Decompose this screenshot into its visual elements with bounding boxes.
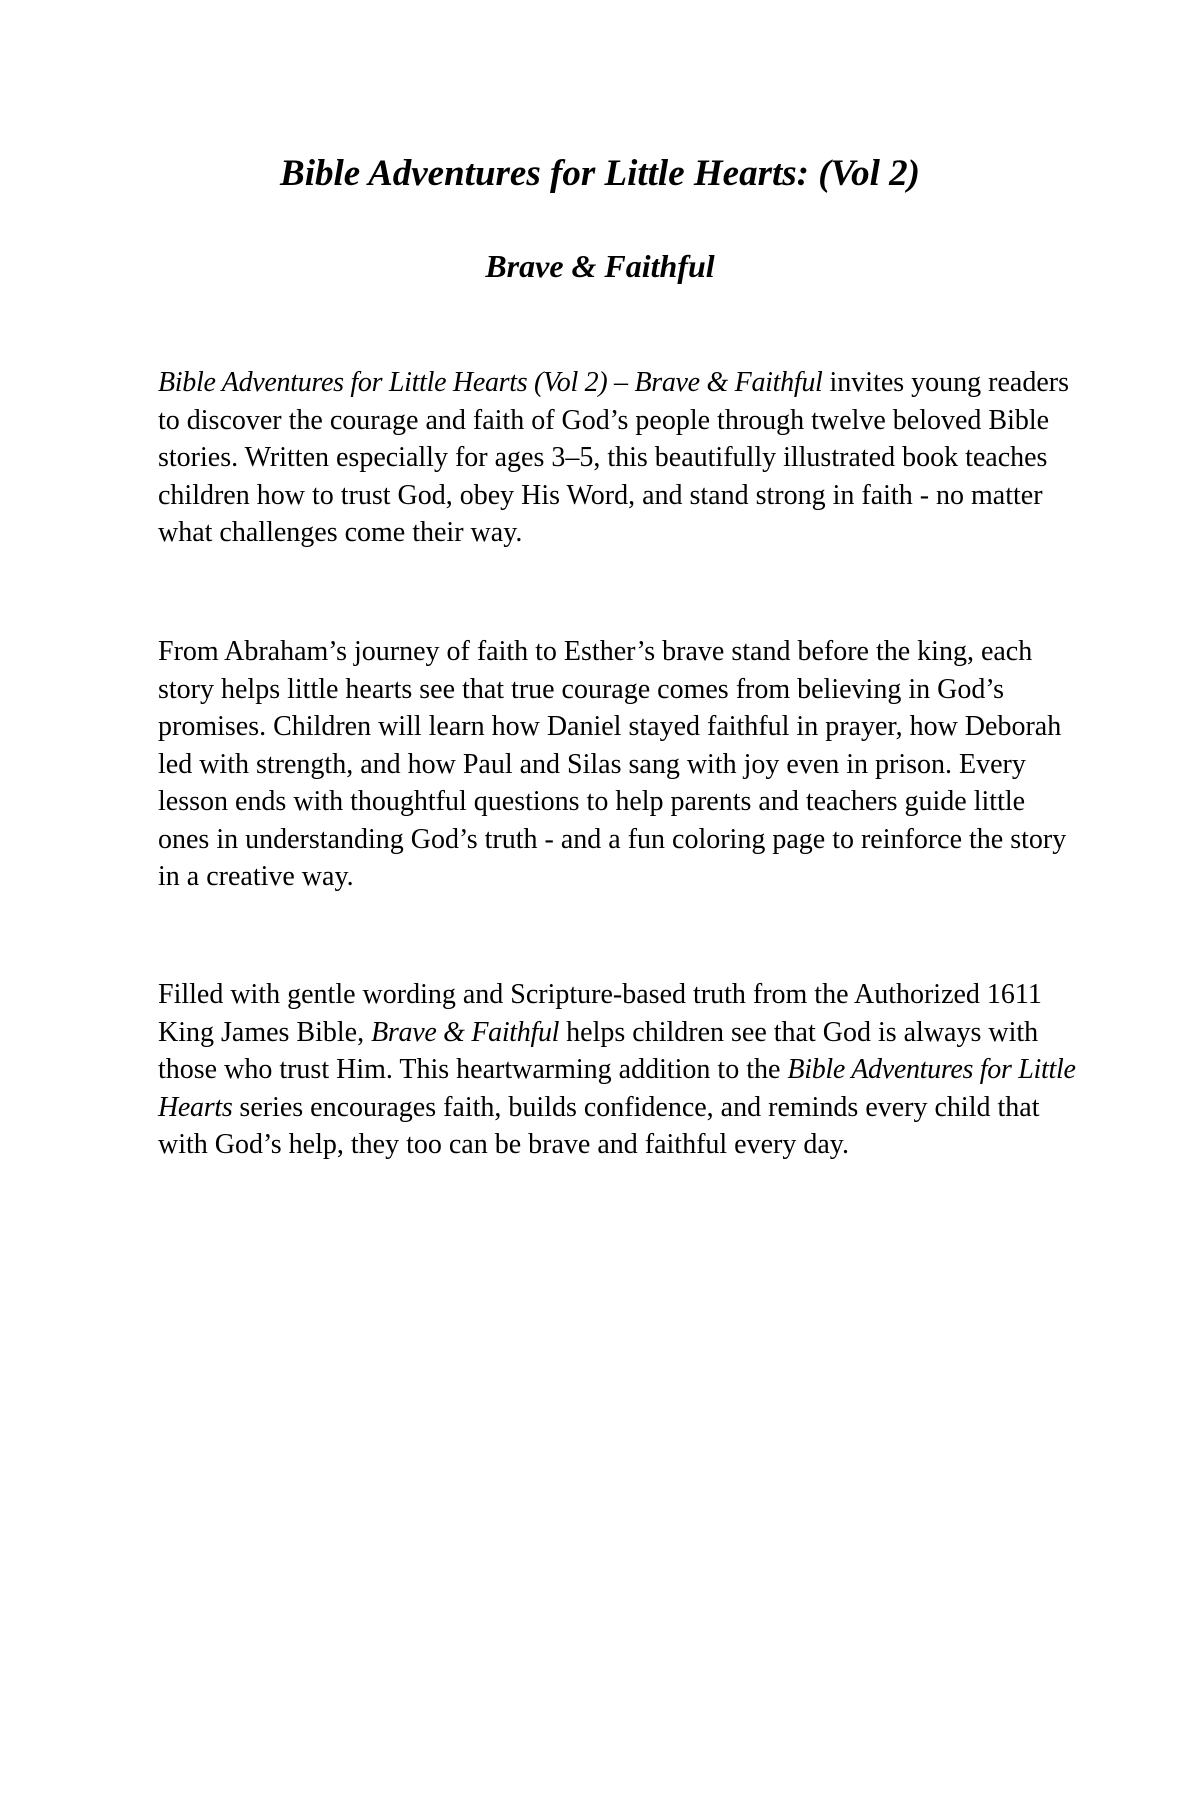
book-subtitle: Brave & Faithful xyxy=(485,248,715,284)
paragraph-1-italic-lead: Bible Adventures for Little Hearts (Vol 2) – Brave & Faithful xyxy=(158,367,823,398)
book-title: Bible Adventures for Little Hearts: (Vol 2) xyxy=(280,153,920,194)
paragraph-3-text-a: Filled with gentle wording and Scripture-based truth from the Authorized 1611 King James Bible, xyxy=(158,979,1042,1048)
paragraph-3-text-b: helps children see that God is always with those who trust Him. This heartwarming addition to the xyxy=(158,1016,1039,1085)
description-paragraph-1 xyxy=(158,364,1083,552)
description-paragraph-2: From Abraham’s journey of faith to Esther’s brave stand before the king, each story helps little hearts see that true courage comes from believing in God’s promises. Children will learn how Daniel stayed faithful in prayer, how Deborah led with strength, and how Paul and Silas sang with joy even in prison. Every lesson ends with thoughtful questions to help parents and teachers guide little ones in understanding God’s truth - and a fun coloring page to reinforce the story in a creative way. xyxy=(158,636,1067,892)
paragraph-3-italic-a: Brave & Faithful xyxy=(371,1016,560,1048)
paragraph-3-text-c: series encourages faith, builds confidence, and reminds every child that with God’s help, they too can be brave and faithful every day. xyxy=(158,1091,1040,1160)
description-paragraph-3 xyxy=(158,976,1083,1164)
paragraph-1-text: invites young readers to discover the courage and faith of God’s people through twelve beloved Bible stories. Written especially for ages 3–5, this beautifully illustrated book teaches children how to trust God, obey His Word, and stand strong in faith - no matter what challenges come their way. xyxy=(158,367,1070,548)
paragraph-3-italic-b: Bible Adventures for Little Hearts xyxy=(158,1054,1076,1123)
